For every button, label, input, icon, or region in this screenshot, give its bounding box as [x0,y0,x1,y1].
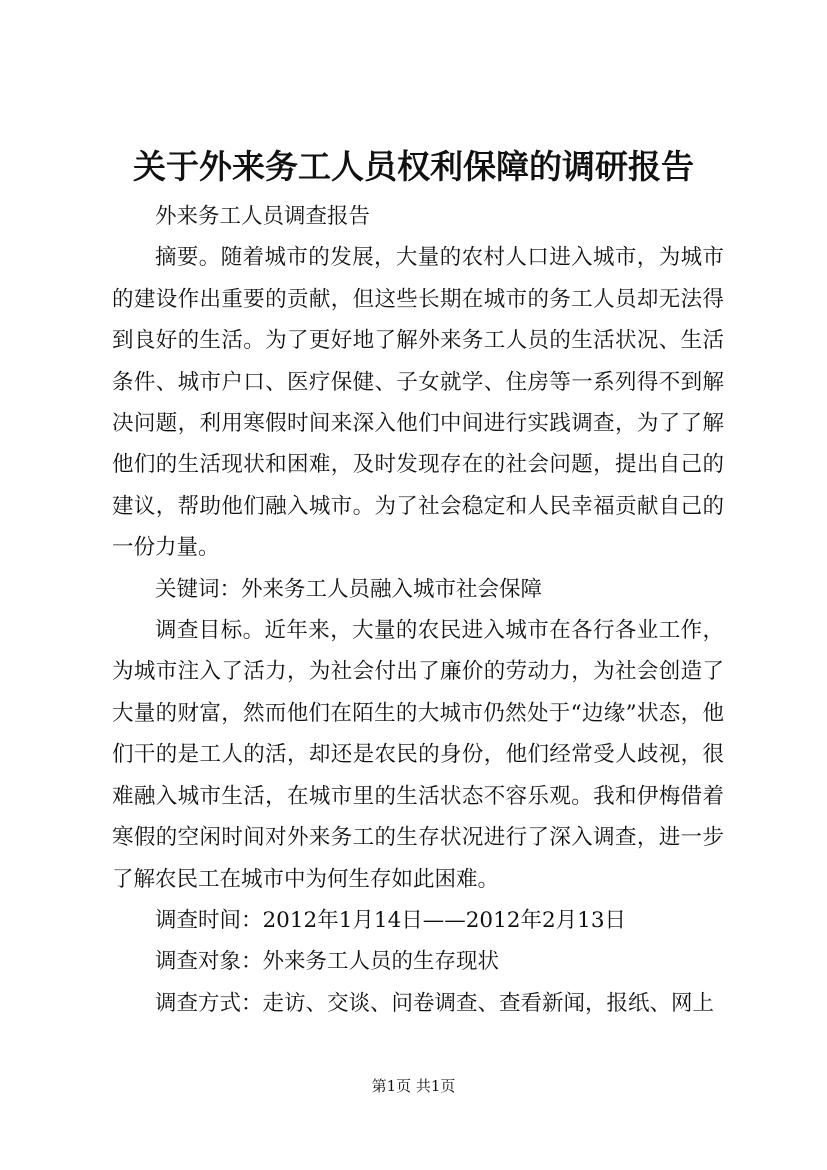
keywords-paragraph: 关键词：外来务工人员融入城市社会保障 [155,576,543,602]
document-title: 关于外来务工人员权利保障的调研报告 [133,147,694,186]
objective-paragraph: 调查目标。近年来，大量的农民进入城市在各行各业工作，为城市注入了活力，为社会付出了廉价的劳动力，为社会创造了大量的财富，然而他们在陌生的大城市仍然处于“边缘”状态，他们干的是工人的活，却还是农民的身份，他们经常受人歧视，很难融入城市生活，在城市里的生活状态不容乐观。我和伊梅借着寒假的空闲时间对外来务工的生存状况进行了深入调查，进一步了解农民工在城市中为何生存如此困难。 [112,618,724,892]
page-number-footer: 第1页 共1页 [371,1077,456,1095]
survey-subject-paragraph: 调查对象：外来务工人员的生存现状 [155,949,500,975]
document-body [112,196,724,1024]
abstract-paragraph: 摘要。随着城市的发展，大量的农村人口进入城市，为城市的建设作出重要的贡献，但这些长期在城市的务工人员却无法得到良好的生活。为了更好地了解外来务工人员的生活状况、生活条件、城市户口、医疗保健、子女就学、住房等一系列得不到解决问题，利用寒假时间来深入他们中间进行实践调查，为了了解他们的生活现状和困难，及时发现存在的社会问题，提出自己的建议，帮助他们融入城市。为了社会稳定和人民幸福贡献自己的一份力量。 [112,245,724,561]
survey-time-paragraph: 调查时间：2012年1月14日——2012年2月13日 [155,907,627,933]
survey-method-paragraph: 调查方式：走访、交谈、问卷调查、查看新闻，报纸、网上 [155,990,715,1016]
document-subtitle: 外来务工人员调查报告 [155,204,371,229]
